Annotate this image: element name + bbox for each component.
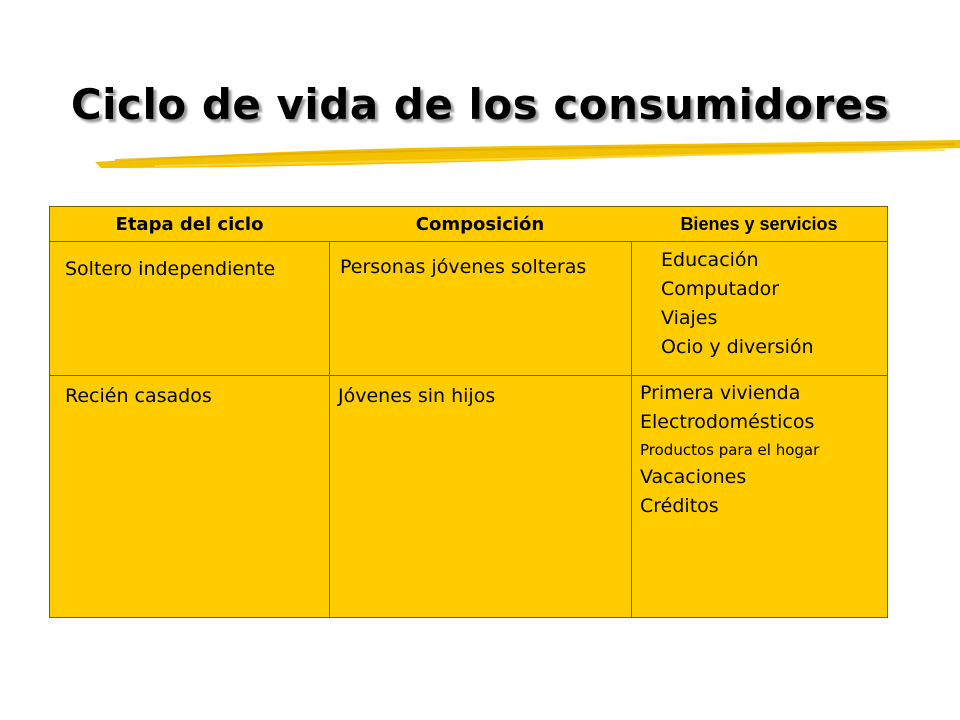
row1-goods-item: Viajes <box>661 307 718 329</box>
row2-goods-item: Vacaciones <box>640 466 747 488</box>
row-divider <box>50 375 887 376</box>
row1-composition: Personas jóvenes solteras <box>340 256 587 278</box>
lifecycle-table <box>49 206 888 618</box>
row1-goods-item: Ocio y diversión <box>661 336 814 358</box>
row2-goods-item: Créditos <box>640 495 719 517</box>
row2-stage: Recién casados <box>65 385 212 407</box>
row1-goods-item: Computador <box>661 278 780 300</box>
yellow-brush-stroke <box>95 138 960 172</box>
row2-goods-item: Productos para el hogar <box>640 441 820 459</box>
header-composition: Composición <box>415 213 545 235</box>
row2-composition: Jóvenes sin hijos <box>338 385 496 407</box>
row2-goods-item: Primera vivienda <box>640 382 801 404</box>
header-goods: Bienes y servicios <box>680 213 838 234</box>
column-divider-2 <box>631 242 632 618</box>
row2-goods-item: Electrodomésticos <box>640 411 815 433</box>
slide-title: Ciclo de vida de los consumidores <box>70 80 890 129</box>
row1-stage: Soltero independiente <box>65 258 276 280</box>
row1-goods-list <box>661 246 814 362</box>
header-divider <box>50 241 887 242</box>
row1-goods-item: Educación <box>661 249 759 271</box>
column-divider-1 <box>329 242 330 618</box>
row2-goods-list <box>640 379 819 521</box>
header-stage: Etapa del ciclo <box>115 213 264 235</box>
